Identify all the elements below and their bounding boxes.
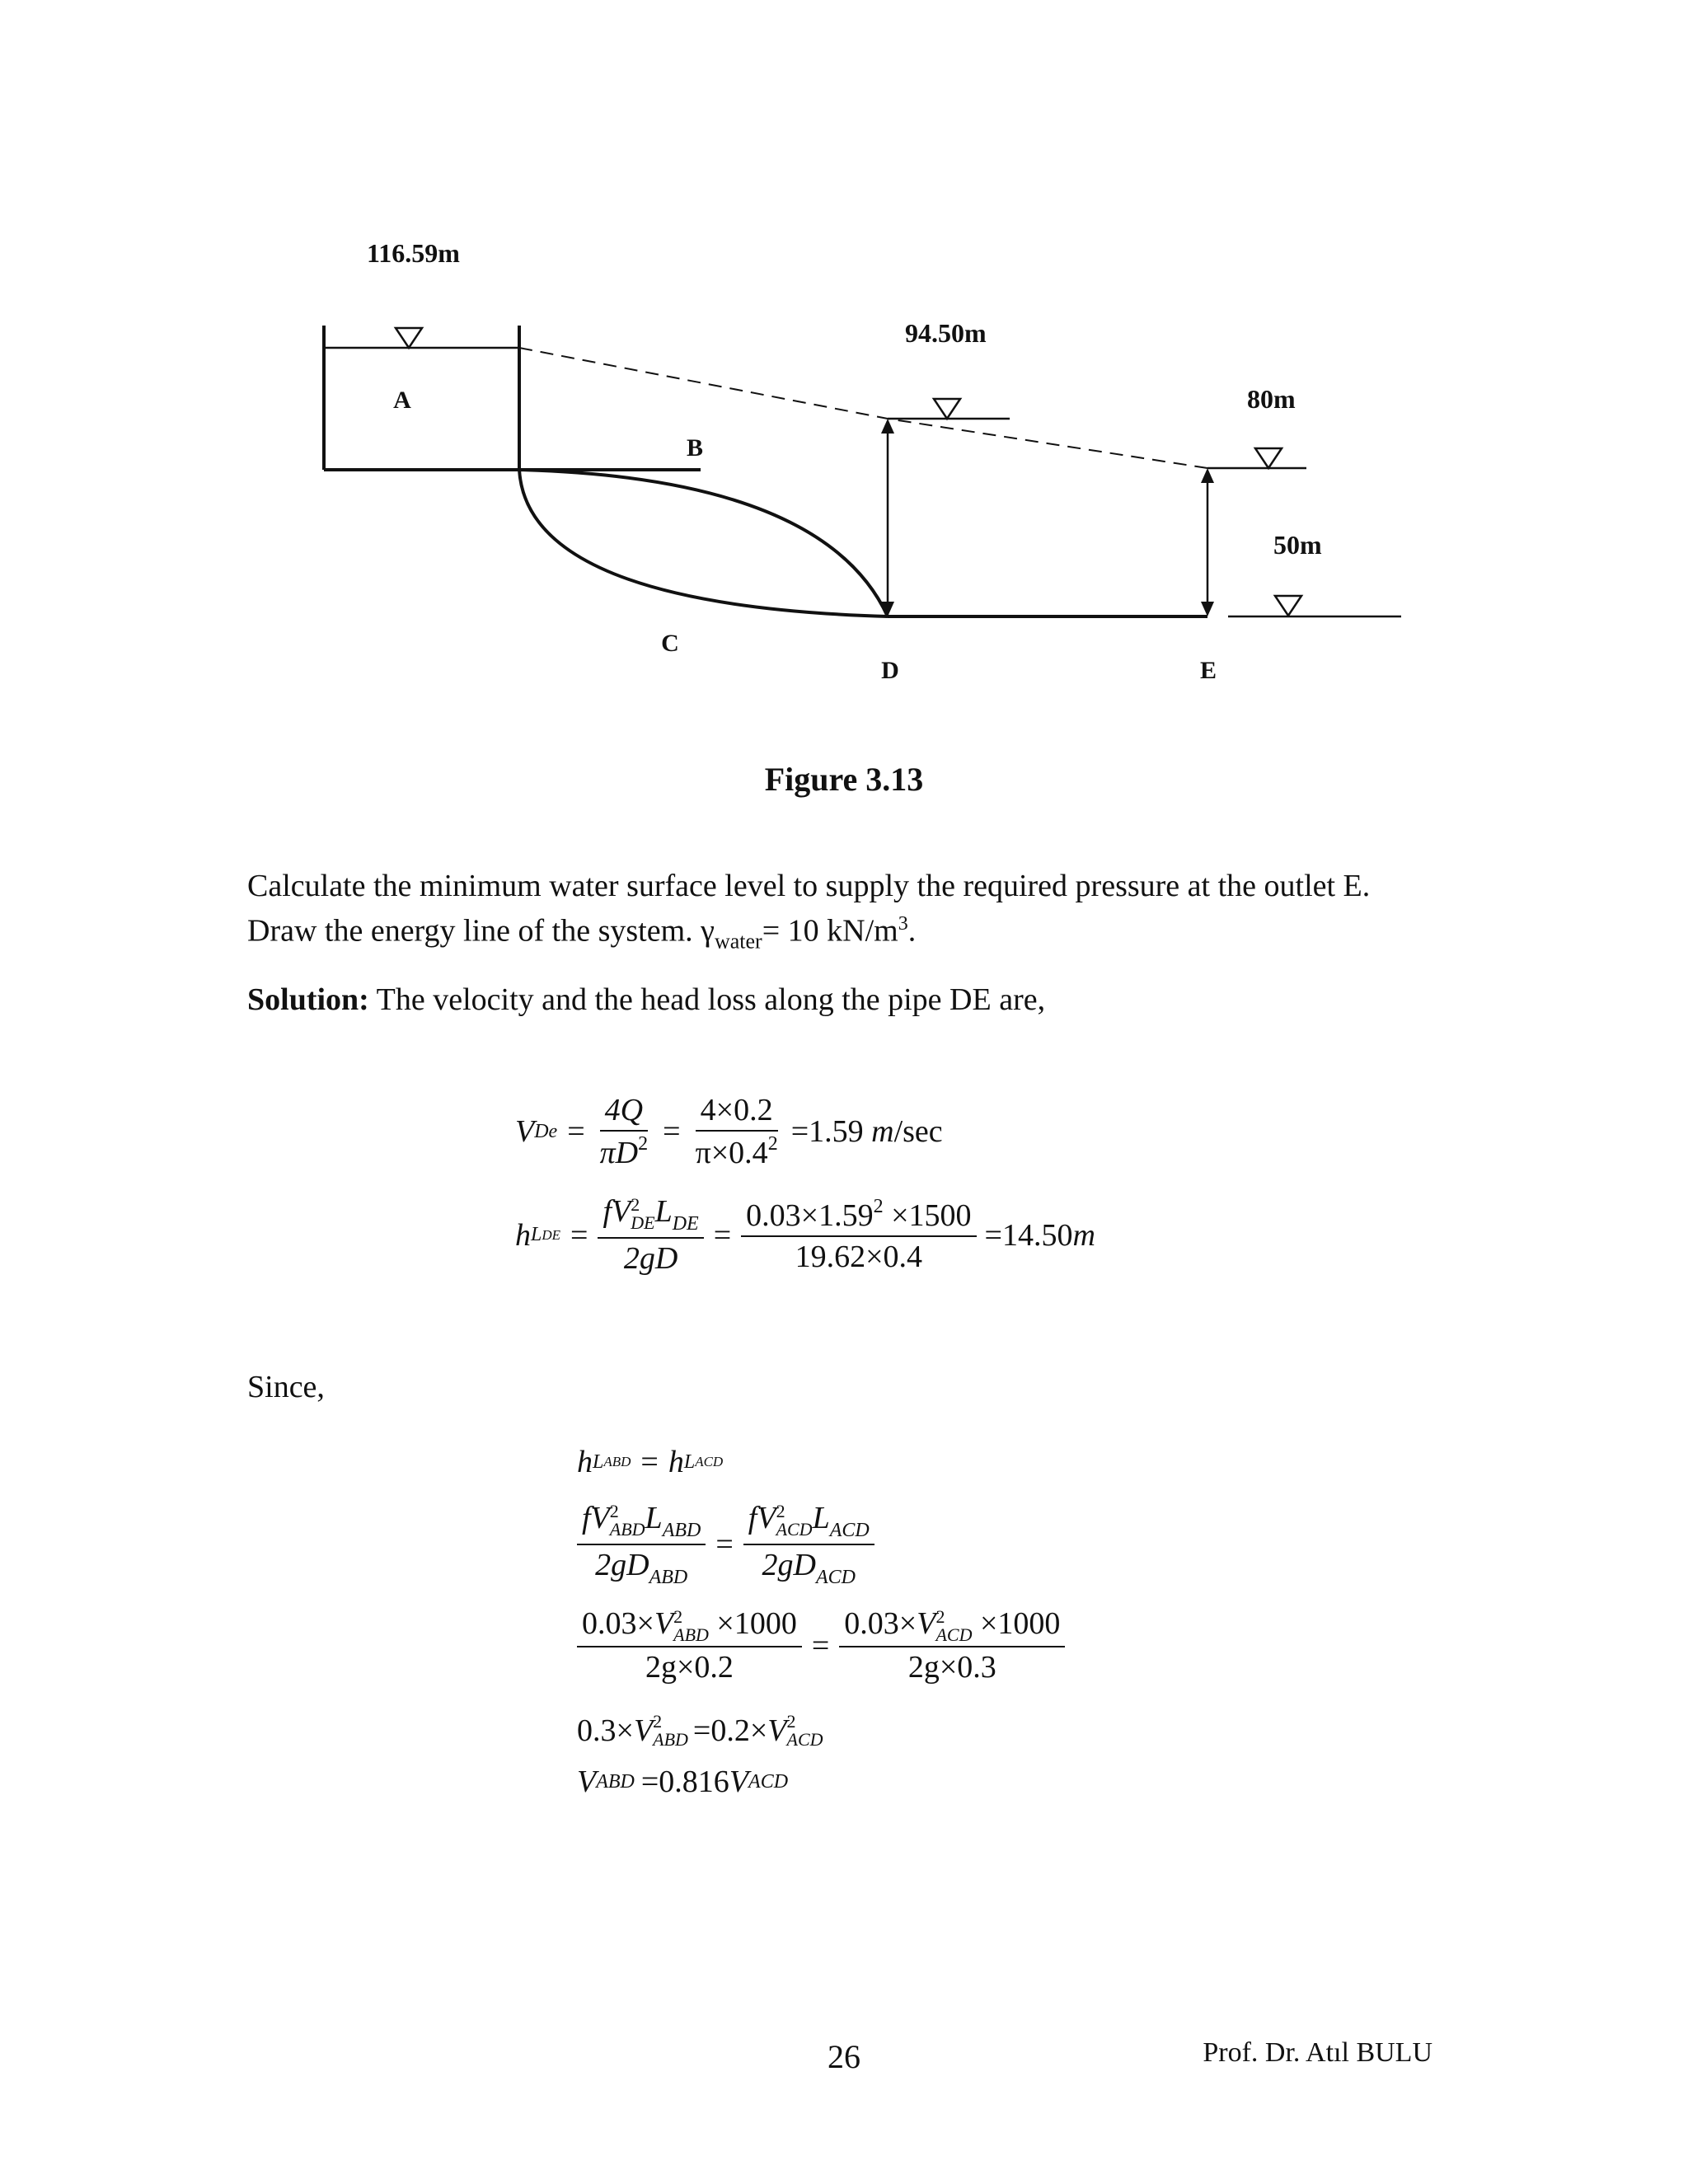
arrowhead-e-top: [1201, 468, 1214, 483]
equation-equal-loss-3: 0.03×V 2 ABD ×1000 2g×0.2 = 0.03×V 2 ACD ×1000 2g×0.3: [577, 1605, 1065, 1685]
equation-equal-loss-4: 0.3× V 2 ABD =0.2× V 2 ACD: [577, 1711, 823, 1750]
equation-equal-loss-2: fV 2 ABD $L_{ABD}$ $2gD_{ABD}$ = fV 2 ACD $L_{ACD}$ $2gD_{ACD}$: [577, 1500, 874, 1589]
pipe-network-figure: [0, 0, 1688, 824]
pipe-bd-curve: [519, 470, 888, 616]
figure-caption: Figure 3.13: [764, 761, 924, 798]
energy-line: [519, 348, 1207, 468]
label-point-c: C: [661, 630, 679, 657]
arrowhead-e-bottom: [1201, 602, 1214, 616]
solution-intro: Solution: The velocity and the head loss along the pipe DE are,: [247, 982, 1046, 1017]
water-level-triangle-outlet: [1275, 596, 1301, 616]
equation-h-lde: h L DE = fV 2 DE $L_{DE}$ 2gD = $\frac{0.03\times 1.59^2 \times 1500}{19.62\times 0.4}$ =14.50 m: [515, 1194, 1095, 1276]
label-level-a: 116.59m: [367, 238, 460, 268]
since-text: Since,: [247, 1370, 325, 1404]
water-level-triangle-d: [934, 399, 960, 419]
label-point-d: D: [881, 657, 899, 684]
problem-line-1: Calculate the minimum water surface level to supply the required pressure at the outlet E.: [247, 869, 1371, 903]
label-level-d: 94.50m: [905, 318, 987, 348]
equation-v-de: V De = $\frac{4Q}{\pi D^2}$ = $\frac{4\times 0.2}{\pi\times 0.4^2}$ =1.59 m /sec: [515, 1093, 943, 1170]
water-level-triangle-e: [1255, 448, 1282, 468]
water-level-triangle-a: [396, 328, 422, 348]
label-point-a: A: [393, 387, 411, 414]
page-number: 26: [828, 2038, 860, 2075]
label-level-outlet: 50m: [1273, 530, 1322, 560]
author-name: Prof. Dr. Atıl BULU: [1203, 2037, 1432, 2068]
arrowhead-d-top: [881, 419, 894, 434]
label-point-e: E: [1199, 657, 1217, 684]
label-point-b: B: [686, 434, 704, 462]
problem-line-2: Draw the energy line of the system. $\gamma_{water}= 10$ $kN/m^3$.: [247, 913, 917, 954]
solution-label: Solution:: [247, 982, 369, 1017]
label-level-e: 80m: [1247, 384, 1296, 414]
equation-equal-loss-5: V ABD =0.816 V ACD: [577, 1765, 789, 1799]
equation-equal-loss-1: h L ABD = h L ACD: [577, 1445, 724, 1479]
